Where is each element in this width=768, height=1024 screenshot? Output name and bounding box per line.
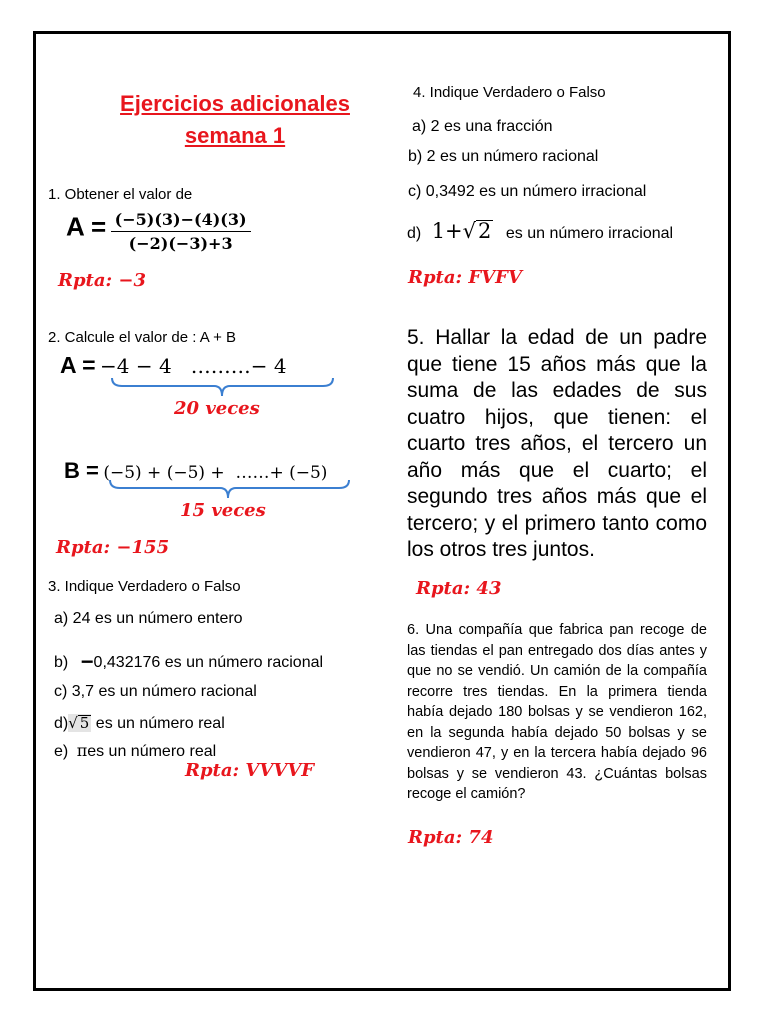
q2-a-brace <box>110 376 335 400</box>
q4-item-d-text: es un número irracional <box>505 225 674 242</box>
q4-item-d-label: d) <box>407 225 422 242</box>
q2-answer: Rpta: −155 <box>56 537 170 558</box>
q1-answer: Rpta: −3 <box>58 270 147 291</box>
q3-prompt: 3. Indique Verdadero o Falso <box>48 578 241 595</box>
q6-answer: Rpta: 74 <box>408 827 494 848</box>
q3-item-d-text: es un número real <box>91 715 225 732</box>
q1-numerator: (−5)(3)−(4)(3) <box>111 210 251 232</box>
title-line-1: Ejercicios adicionales <box>120 91 350 116</box>
q3-item-a: a) 24 es un número entero <box>54 610 243 627</box>
q1-equation <box>66 210 251 253</box>
q3-item-b-sign: − <box>80 649 94 674</box>
q2-a-lhs: A = <box>60 352 96 378</box>
q3-item-b <box>54 649 323 675</box>
q4-item-d <box>407 219 673 243</box>
q4-item-d-expr: 1+√2 <box>431 219 492 243</box>
q1-lhs: A = <box>66 211 107 242</box>
q2-a-equation <box>60 352 287 379</box>
title-line-2: semana 1 <box>184 123 286 148</box>
q4-item-a: a) 2 es una fracción <box>412 118 553 135</box>
q4-item-b: b) 2 es un número racional <box>408 148 599 165</box>
q3-item-b-label: b) <box>54 654 69 671</box>
q1-denominator: (−2)(−3)+3 <box>128 234 233 253</box>
q4-prompt: 4. Indique Verdadero o Falso <box>413 84 606 101</box>
q2-b-lhs: B = <box>64 458 99 483</box>
q4-item-c: c) 0,3492 es un número irracional <box>408 183 647 200</box>
q1-prompt: 1. Obtener el valor de <box>48 186 193 203</box>
q2-b-brace <box>108 478 353 502</box>
q2-a-expr: −4 − 4 ………− 4 <box>100 354 287 378</box>
q3-item-b-text: 0,432176 es un número racional <box>93 654 324 671</box>
q3-item-e <box>54 741 216 761</box>
q2-a-brace-label: 20 veces <box>174 398 260 419</box>
q2-b-expr: (−5) + (−5) + ……+ (−5) <box>103 463 328 483</box>
q3-answer: Rpta: VVVVF <box>185 760 315 781</box>
q3-item-d-label: d) <box>54 715 69 732</box>
q4-answer: Rpta: FVFV <box>408 267 522 288</box>
q6-text: 6. Una compañía que fabrica pan recoge de las tiendas el pan entregado dos días antes y que no se vendió. Un camión de la compañía recorre tres tiendas. En la primera tienda había dejado 180 bolsas y se vendieron 162, en la segunda había dejado 50 bolsas y se vendieron 47, y en la tercera había dejado 96 bolsas y se vendieron 43. ¿Cuántas bolsas recoge el camión? <box>407 622 707 802</box>
q3-item-c: c) 3,7 es un número racional <box>54 683 257 700</box>
page-title <box>100 88 370 152</box>
q2-prompt: 2. Calcule el valor de : A + B <box>48 329 237 346</box>
q1-fraction <box>111 210 251 253</box>
q2-b-brace-label: 15 veces <box>180 500 266 521</box>
q3-item-e-symbol: π <box>76 741 88 760</box>
q3-sqrt-5: √ 5 <box>68 714 90 732</box>
q5-answer: Rpta: 43 <box>416 578 502 599</box>
q5-text: 5. Hallar la edad de un padre que tiene 15 años más que la suma de las edades de sus cuatro hijos, que tienen: el cuarto tres años, el tercero un año más que el cuarto; el segundo tres años más que el tercero; y el primero tanto como los otros tres juntos. <box>407 326 707 561</box>
q3-item-d <box>54 714 225 733</box>
q3-item-e-text: es un número real <box>87 743 217 760</box>
q3-item-e-label: e) <box>54 743 69 760</box>
